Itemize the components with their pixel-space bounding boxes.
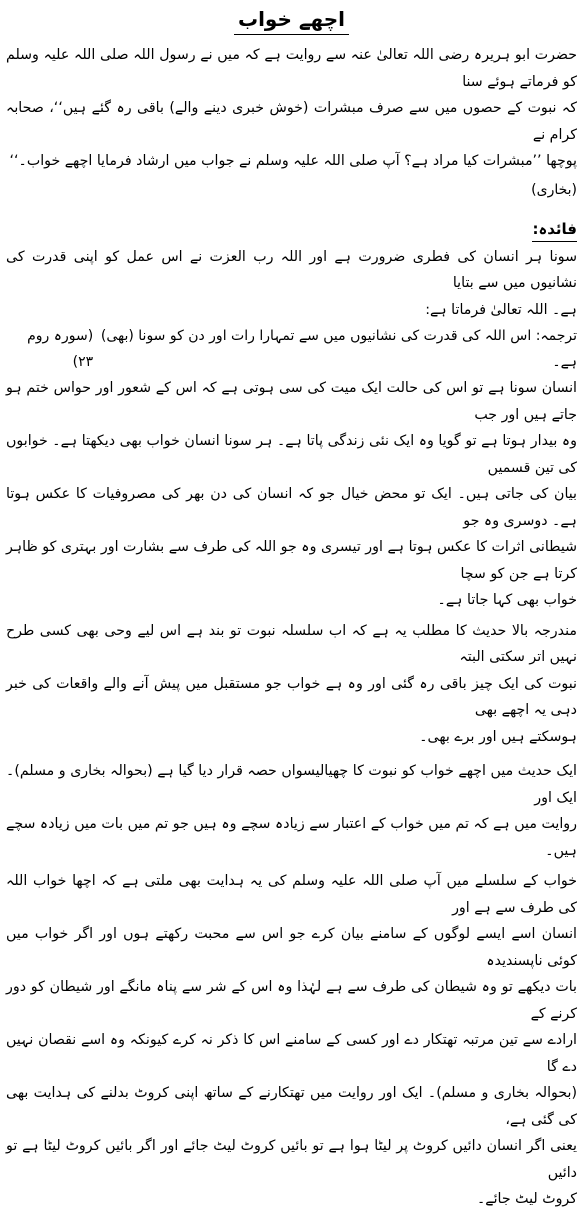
paragraph-line: خواب بھی کہا جاتا ہے۔	[437, 592, 577, 608]
intro-paragraph	[6, 244, 577, 324]
paragraph-line: کروٹ لیٹ جائے۔	[476, 1191, 577, 1207]
paragraph-1	[6, 375, 577, 614]
intro-line: ہے۔ اللہ تعالیٰ فرماتا ہے:	[425, 301, 577, 318]
paragraph-line: انسان اسے ایسے لوگوں کے سامنے بیان کرے جو اس سے محبت رکھتے ہوں اور اگر خواب میں کوئی ناپسندیدہ	[6, 926, 577, 969]
tarjuma-text: ترجمہ: اس اللہ کی قدرت کی نشانیوں میں سے تمہارا رات اور دن کو سونا (بھی) ہے۔	[100, 328, 577, 370]
faida-heading: فائدہ:	[532, 217, 577, 242]
hadith-line: حضرت ابو ہریرہ رضی اللہ تعالیٰ عنہ سے روایت ہے کہ میں نے رسول اللہ صلی اللہ علیہ وسلم کو فرماتے ہوئے سنا	[6, 47, 577, 90]
tarjuma-reference: (سورہ روم ۲۳)	[27, 328, 94, 370]
paragraph-line: مندرجہ بالا حدیث کا مطلب یہ ہے کہ اب سلسلہ نبوت تو بند ہے اس لیے وحی بھی کسی طرح نہیں اتر سکتی البتہ	[6, 622, 577, 665]
paragraph-line: شیطانی اثرات کا عکس ہوتا ہے اور تیسری وہ جو اللہ کی طرف سے بشارت اور بہتری کو ظاہر کرتا ہے جن کو سچا	[6, 539, 577, 582]
paragraph-line: خواب کے سلسلے میں آپ صلی اللہ علیہ وسلم کی یہ ہدایت بھی ملتی ہے کہ اچھا خواب اللہ کی طرف سے ہے اور	[6, 873, 577, 916]
paragraph-line: نبوت کی ایک چیز باقی رہ گئی اور وہ ہے خواب جو مستقبل میں پیش آنے والے واقعات کی خبر دہی یہ اچھے بھی	[6, 675, 577, 718]
intro-line: سونا ہر انسان کی فطری ضرورت ہے اور اللہ رب العزت نے اس عمل کو اپنی قدرت کی نشانیوں میں سے بتایا	[6, 248, 577, 291]
document-page	[6, 4, 577, 1207]
hadith-line: کہ نبوت کے حصوں میں سے صرف مبشرات (خوش خبری دینے والے) باقی رہ گئے ہیں‘‘، صحابہ کرام نے	[6, 100, 577, 143]
hadith-paragraph	[6, 42, 577, 175]
paragraph-line: ایک حدیث میں اچھے خواب کو نبوت کا چھیالیسواں حصہ قرار دیا گیا ہے (بحوالہ بخاری و مسلم)۔ ایک اور	[6, 763, 577, 806]
title-wrap	[6, 4, 577, 42]
paragraph-line: روایت میں ہے کہ تم میں خواب کے اعتبار سے زیادہ سچے وہ ہیں جو تم میں بات میں زیادہ سچے ہیں۔	[6, 816, 577, 859]
paragraph-line: ہوسکتے ہیں اور برے بھی۔	[419, 728, 577, 745]
paragraph-3	[6, 758, 577, 864]
hadith-line: پوچھا ’’مبشرات کیا مراد ہے؟ آپ صلی اللہ علیہ وسلم نے جواب میں ارشاد فرمایا اچھے خواب۔‘‘	[9, 153, 577, 169]
paragraph-line: بیان کی جاتی ہیں۔ ایک تو محض خیال جو کہ انسان کی دن بھر کی مصروفیات کا عکس ہوتا ہے۔ دوسری وہ جو	[6, 486, 577, 529]
paragraph-line: وہ بیدار ہوتا ہے تو گویا وہ ایک نئی زندگی پاتا ہے۔ ہر سونا انسان خواب بھی دیکھتا ہے۔ خوابوں کی تین قسمیں	[6, 433, 577, 476]
tarjuma-block	[6, 323, 577, 375]
paragraph-2	[6, 618, 577, 751]
paragraph-line: یعنی اگر انسان دائیں کروٹ پر لیٹا ہوا ہے تو بائیں کروٹ لیٹ جائے اور اگر بائیں کروٹ لیٹا ہے تو دائیں	[6, 1138, 577, 1181]
hadith-reference: (بخاری)	[531, 181, 577, 198]
paragraph-line: انسان سونا ہے تو اس کی حالت ایک میت کی سی ہوتی ہے کہ اس کے شعور اور حواس ختم ہو جاتے ہیں اور جب	[6, 380, 577, 423]
paragraph-line: بات دیکھے تو وہ شیطان کی طرف سے ہے لہٰذا وہ اس کے شر سے پناہ مانگے اور شیطان کو دور کرنے کے	[6, 979, 577, 1022]
paragraph-line: (بحوالہ بخاری و مسلم)۔ ایک اور روایت میں تھتکارنے کے ساتھ اپنی کروٹ بدلنے کی ہدایت بھی کی گئی ہے،	[6, 1085, 577, 1128]
paragraph-line: ارادے سے تین مرتبہ تھتکار دے اور کسی کے سامنے اس کا ذکر نہ کرے کیونکہ وہ اسے نقصان نہیں دے گا	[6, 1032, 577, 1075]
paragraph-4	[6, 868, 577, 1213]
page-title: اچھے خواب	[234, 4, 349, 35]
